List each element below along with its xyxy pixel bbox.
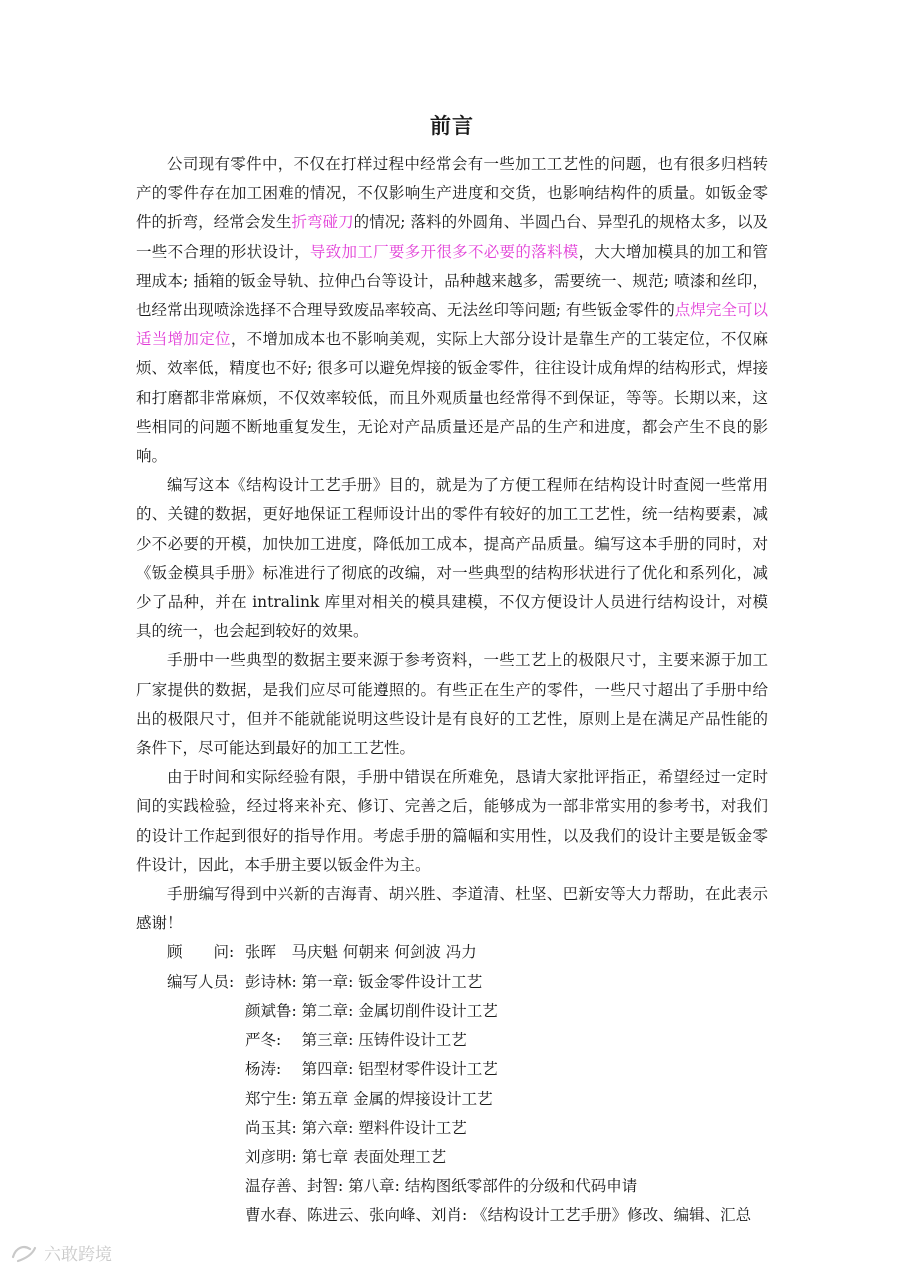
writer-row [136,1201,768,1230]
p1-text-c: ，大大增加模具的加工和管理成本; 插箱的钣金导轨、拉伸凸台等设计，品种越来越多，需要统一、规范; 喷漆和丝印，也经常出现喷涂选择不合理导致废品率较高、无法丝印等问题; 有些钣金零件的 [136,242,768,320]
p1-text-d: ，不增加成本也不影响美观，实际上大部分设计是靠生产的工装定位，不仅麻烦、效率低，精度也不好; 很多可以避免焊接的钣金零件，往往设计成角焊的结构形式，焊接和打磨都非常麻烦，不仅效率较低，而且外观质量也经常得不到保证，等等。长期以来，这些相同的问题不断地重复发生，无论对产品质量还是产品的生产和进度，都会产生不良的影响。 [136,330,768,466]
p1-text-b: 的情况; 落料的外圆角、半圆凸台、异型孔的规格太多，以及一些不合理的形状设计， [136,213,768,261]
paragraph-4: 由于时间和实际经验有限，手册中错误在所难免，恳请大家批评指正，希望经过一定时间的实践检验，经过将来补充、修订、完善之后，能够成为一部非常实用的参考书，对我们的设计工作起到很好的指导作用。考虑手册的篇幅和实用性，以及我们的设计主要是钣金零件设计，因此，本手册主要以钣金件为主。 [136,768,768,874]
writer-entry: 郑宁生: 第五章 金属的焊接设计工艺 [245,1089,493,1108]
writer-entry: 温存善、封智: 第八章: 结构图纸零部件的分级和代码申请 [245,1177,638,1196]
highlight-blanking-dies: 导致加工厂要多开很多不必要的落料模 [309,242,579,261]
paragraph-2: 编写这本《结构设计工艺手册》目的，就是为了方便工程师在结构设计时查阅一些常用的、关键的数据，更好地保证工程师设计出的零件有较好的加工工艺性，统一结构要素，减少不必要的开模，加快加工进度，降低加工成本，提高产品质量。编写这本手册的同时，对《钣金模具手册》标准进行了彻底的改编，对一些典型的结构形状进行了优化和系列化，减少了品种，并在 intralink 库里对相关的模具建模，不仅方便设计人员进行结构设计，对模具的统一，也会起到较好的效果。 [136,476,768,641]
paragraph-1 [136,150,768,471]
advisors-row [136,938,768,967]
advisors-names: 张晖 马庆魁 何朝来 何剑波 冯力 [245,943,477,962]
writer-entry: 刘彦明: 第七章 表面处理工艺 [245,1147,447,1166]
advisors-label: 顾 问: [167,943,235,962]
document-page [136,110,768,1231]
writers-label: 编写人员: [167,972,235,991]
p1-text-a: 公司现有零件中，不仅在打样过程中经常会有一些加工工艺性的问题，也有很多归档转产的零件存在加工困难的情况，不仅影响生产进度和交货，也影响结构件的质量。如钣金零件的折弯，经常会发生 [136,155,768,232]
writer-entry: 杨涛: 第四章: 铝型材零件设计工艺 [245,1060,498,1079]
writer-row [136,1172,768,1201]
highlight-bend-collision: 折弯碰刀 [291,213,354,232]
writer-entry: 严冬: 第三章: 压铸件设计工艺 [245,1031,467,1050]
writer-row [136,1143,768,1172]
writer-row [136,997,768,1026]
writer-entry: 尚玉其: 第六章: 塑料件设计工艺 [245,1118,467,1137]
credits-section [136,938,768,1230]
writer-row [136,1085,768,1114]
paragraph-3: 手册中一些典型的数据主要来源于参考资料，一些工艺上的极限尺寸，主要来源于加工厂家提供的数据，是我们应尽可能遵照的。有些正在生产的零件，一些尺寸超出了手册中给出的极限尺寸，但并不能就能说明这些设计是有良好的工艺性，原则上是在满足产品性能的条件下，尽可能达到最好的加工工艺性。 [136,651,768,758]
writer-entry: 曹水春、陈进云、张向峰、刘肖: 《结构设计工艺手册》修改、编辑、汇总 [245,1206,752,1225]
writer-row [136,1114,768,1143]
page-title: 前言 [430,114,474,138]
writer-entry: 彭诗林: 第一章: 钣金零件设计工艺 [245,972,483,991]
writer-row [136,968,768,997]
highlight-spot-weld-positioning: 点焊完全可以适当增加定位 [136,301,768,349]
watermark-text: 六敢跨境 [44,1245,112,1265]
writer-row [136,1026,768,1055]
paragraph-5: 手册编写得到中兴新的吉海青、胡兴胜、李道清、杜坚、巴新安等大力帮助，在此表示感谢！ [136,885,768,933]
writer-entry: 颜斌鲁: 第二章: 金属切削件设计工艺 [245,1001,498,1020]
watermark-logo-icon [10,1243,38,1263]
watermark [10,1240,112,1265]
writer-row [136,1055,768,1084]
